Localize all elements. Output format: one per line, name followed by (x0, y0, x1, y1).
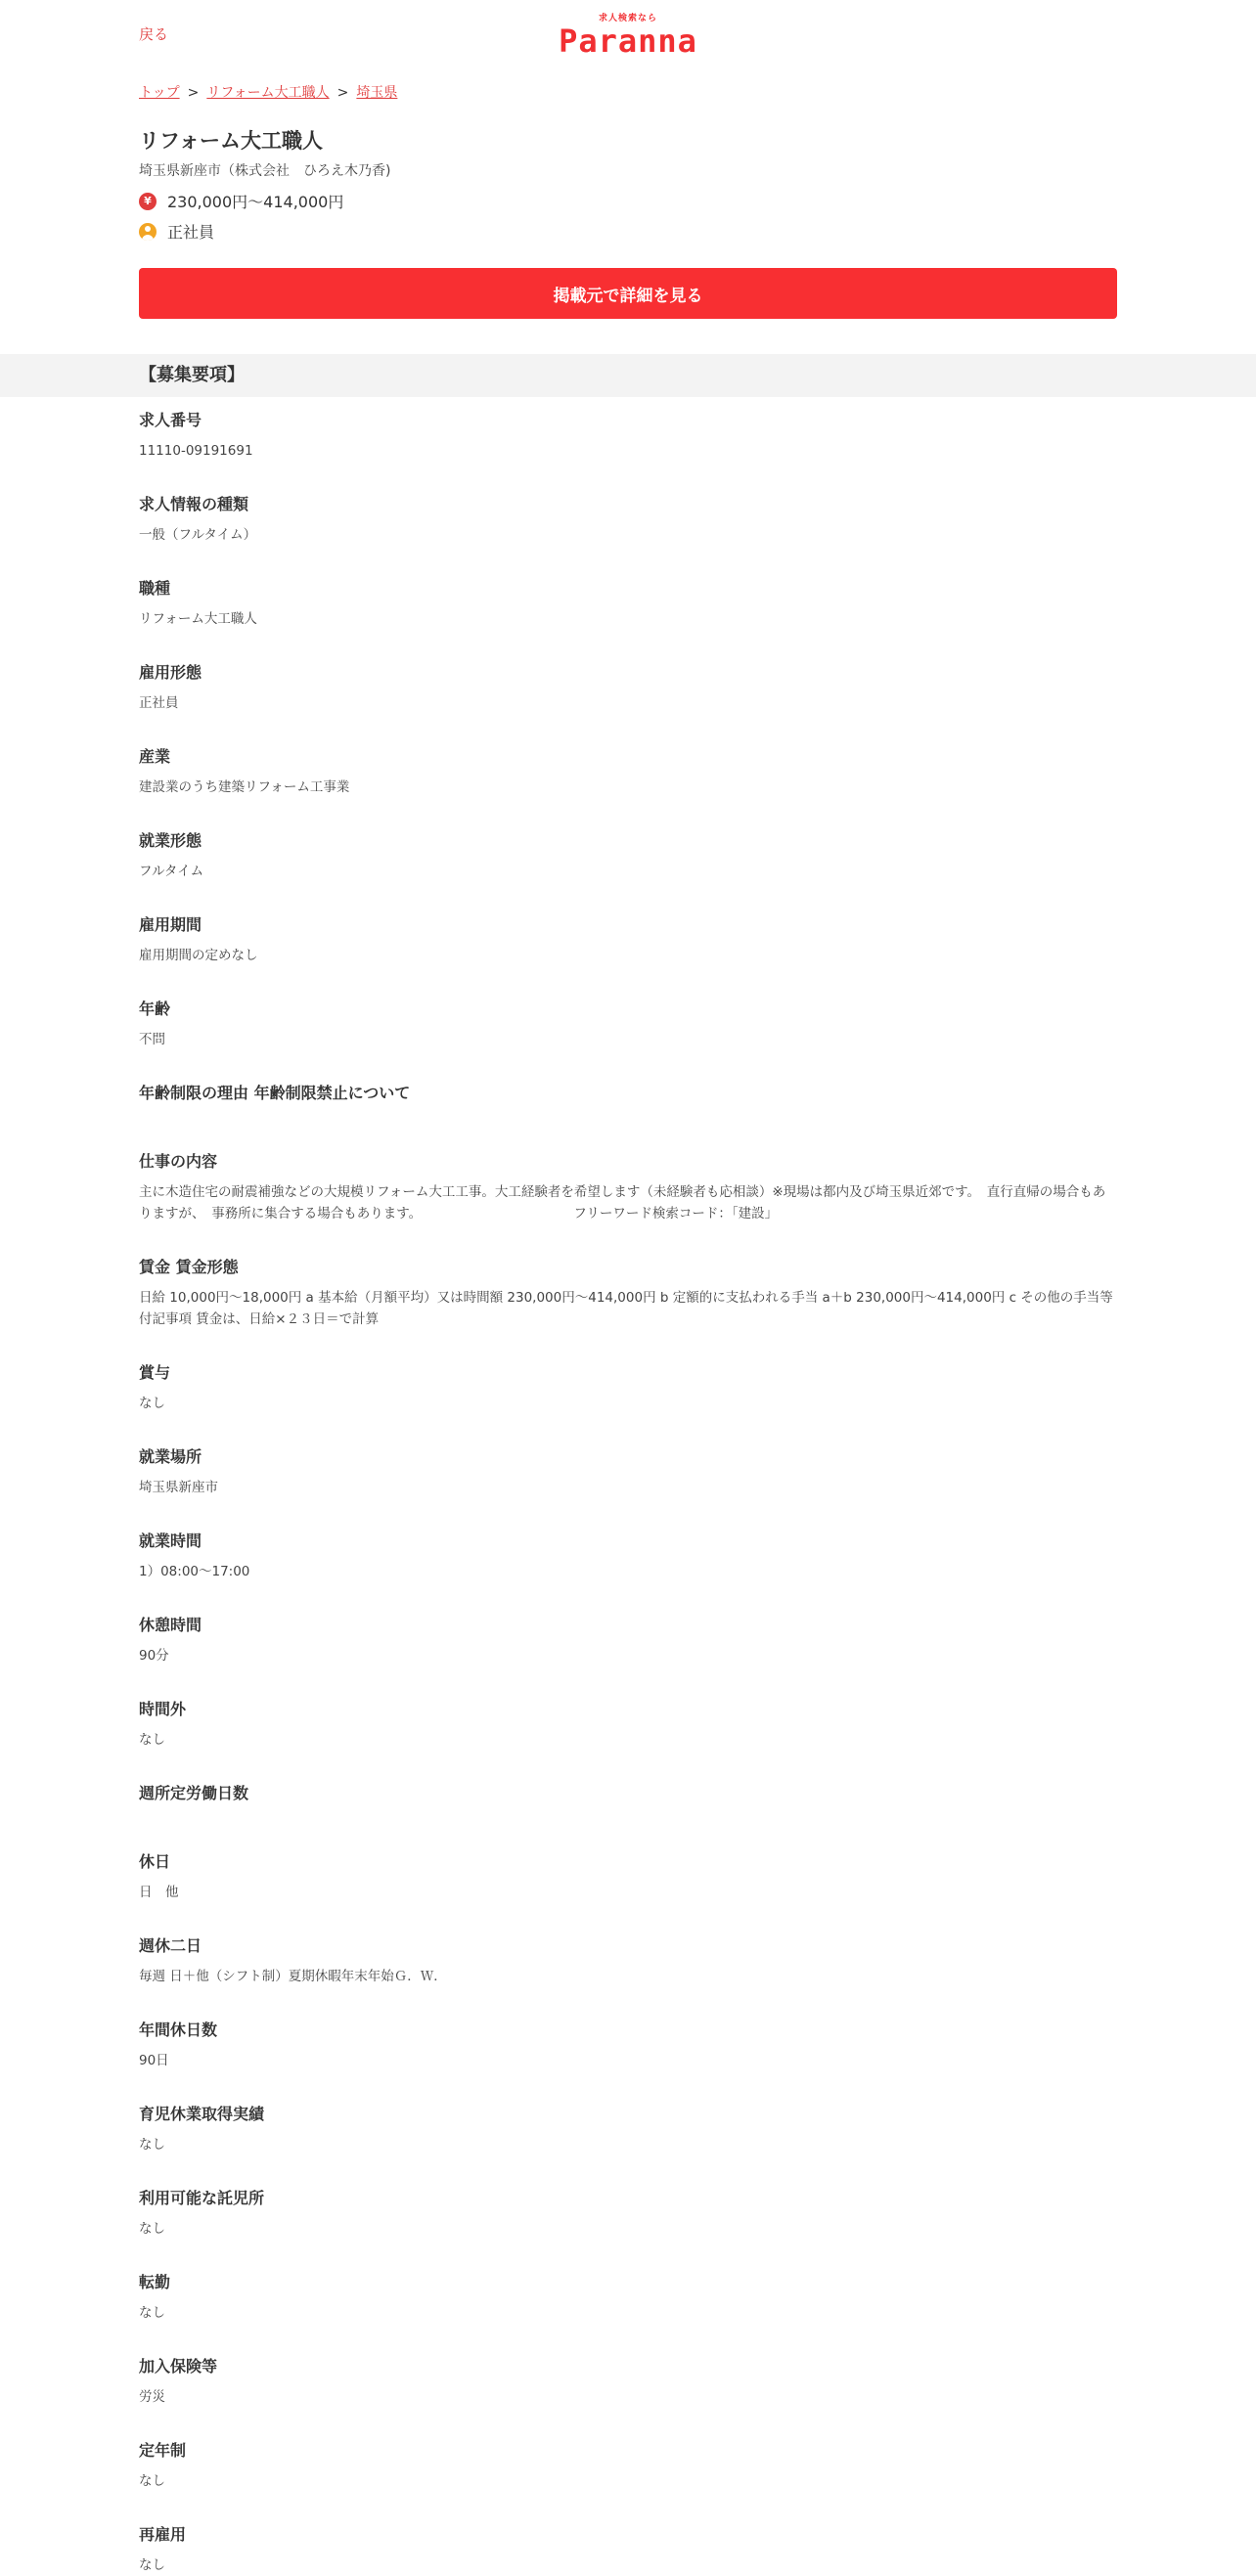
requirement-label: 育児休業取得実績 (139, 2105, 265, 2123)
requirement-value: 毎週 日＋他（シフト制）夏期休暇年末年始Ｇ．Ｗ． (139, 1969, 447, 1984)
requirement-value: なし (139, 2305, 165, 2321)
requirement-value (139, 1803, 1117, 1819)
requirement-item (139, 915, 1117, 966)
requirement-label: 仕事の内容 (139, 1152, 218, 1171)
job-title: リフォーム大工職人 (139, 129, 323, 153)
requirement-label: 求人情報の種類 (139, 495, 249, 513)
employment-row (139, 220, 1117, 243)
breadcrumb-prefecture[interactable]: 埼玉県 (356, 85, 398, 101)
salary-text: 230,000円～414,000円 (167, 193, 344, 211)
salary-row (139, 190, 1117, 212)
requirement-item (139, 2105, 1117, 2155)
requirement-label: 賞与 (139, 1363, 171, 1382)
requirement-item (139, 1084, 1117, 1119)
requirement-value: 主に木造住宅の耐震補強などの大規模リフォーム大工工事。大工経験者を希望します（未経験者も応相談）※現場は都内及び埼玉県近郊です。 直行直帰の場合もありますが、 事務所に集合する場合もあります。 フリーワード検索コード：「建設」 (139, 1184, 1106, 1221)
requirement-label: 週所定労働日数 (139, 1784, 249, 1802)
requirement-value: 日 他 (139, 1885, 179, 1900)
requirement-value (139, 1103, 1117, 1119)
logo-name: Paranna (559, 22, 697, 60)
section-title: 【募集要項】 (139, 365, 245, 385)
breadcrumb-separator: > (336, 85, 349, 101)
breadcrumb (139, 82, 1117, 102)
requirement-value: なし (139, 2557, 165, 2573)
requirement-item (139, 999, 1117, 1050)
requirement-label: 定年制 (139, 2441, 187, 2460)
requirement-value: 雇用期間の定めなし (139, 948, 258, 963)
requirement-label: 雇用形態 (139, 663, 202, 682)
breadcrumb-top[interactable]: トップ (139, 85, 180, 101)
requirement-item (139, 579, 1117, 630)
requirement-label: 再雇用 (139, 2525, 187, 2544)
back-link[interactable]: 戻る (139, 25, 169, 43)
requirement-item (139, 1700, 1117, 1751)
requirement-item (139, 1152, 1117, 1224)
requirement-label: 休憩時間 (139, 1616, 202, 1634)
logo-tagline: 求人検索なら (598, 14, 658, 23)
requirement-value: なし (139, 2137, 165, 2153)
requirement-label: 年齢 (139, 999, 171, 1018)
requirement-value: 正社員 (139, 695, 179, 711)
requirement-value: なし (139, 1396, 165, 1411)
requirement-label: 利用可能な託児所 (139, 2189, 265, 2207)
requirement-item (139, 2189, 1117, 2240)
requirement-label: 時間外 (139, 1700, 187, 1718)
section-band (0, 354, 1256, 397)
requirement-value: フルタイム (139, 864, 204, 879)
requirement-item (139, 495, 1117, 546)
requirement-label: 雇用期間 (139, 915, 202, 934)
requirement-item (139, 2441, 1117, 2492)
requirement-item (139, 2525, 1117, 2576)
requirement-label: 就業形態 (139, 831, 202, 850)
requirement-label: 年齢制限の理由 年齢制限禁止について (139, 1084, 411, 1102)
requirement-item (139, 831, 1117, 882)
page-container (139, 0, 1117, 319)
requirement-item (139, 2021, 1117, 2071)
requirement-item (139, 411, 1117, 462)
requirement-value: リフォーム大工職人 (139, 611, 257, 627)
requirement-item (139, 1784, 1117, 1819)
logo[interactable] (559, 14, 697, 59)
requirement-item (139, 663, 1117, 714)
requirement-item (139, 1447, 1117, 1498)
requirement-value: なし (139, 2221, 165, 2237)
requirement-value: 埼玉県新座市 (139, 1480, 218, 1495)
requirement-label: 就業時間 (139, 1532, 202, 1550)
requirement-label: 転勤 (139, 2273, 171, 2291)
requirement-label: 職種 (139, 579, 171, 598)
requirement-value: 不問 (139, 1032, 165, 1047)
yen-icon: ¥ (139, 193, 157, 210)
requirement-item (139, 1936, 1117, 1987)
requirement-value: 1）08:00～17:00 (139, 1564, 250, 1579)
view-details-button[interactable]: 掲載元で詳細を見る (139, 268, 1117, 319)
requirement-item (139, 2273, 1117, 2324)
requirement-label: 賃金 賃金形態 (139, 1258, 239, 1276)
requirement-value: 一般（フルタイム） (139, 527, 257, 543)
requirement-value: なし (139, 1732, 165, 1748)
requirement-item (139, 1363, 1117, 1414)
requirement-label: 加入保険等 (139, 2357, 218, 2376)
requirement-value: 日給 10,000円～18,000円 a 基本給（月額平均）又は時間額 230,000円～414,000円 b 定額的に支払われる手当 a＋b 230,000円～414,000円 c その他の手当等付記事項 賃金は、日給×２３日＝で計算 (139, 1290, 1113, 1327)
breadcrumb-separator: > (187, 85, 200, 101)
requirement-item (139, 1532, 1117, 1582)
company-location: 埼玉県新座市（株式会社 ひろえ木乃香) (139, 163, 391, 179)
requirement-value: 11110-09191691 (139, 443, 253, 459)
requirement-label: 産業 (139, 747, 171, 766)
employment-text: 正社員 (167, 223, 215, 242)
requirement-item (139, 747, 1117, 798)
header (139, 0, 1117, 63)
breadcrumb-job-category[interactable]: リフォーム大工職人 (206, 85, 330, 101)
requirement-label: 休日 (139, 1852, 171, 1871)
requirement-item (139, 1258, 1117, 1330)
requirement-value: 労災 (139, 2389, 165, 2405)
person-icon (139, 223, 157, 241)
requirement-label: 就業場所 (139, 1447, 202, 1466)
requirements-list (139, 397, 1117, 2576)
requirement-item (139, 1852, 1117, 1903)
requirement-label: 求人番号 (139, 411, 202, 429)
requirement-label: 週休二日 (139, 1936, 202, 1955)
requirement-value: なし (139, 2473, 165, 2489)
requirement-value: 90分 (139, 1648, 169, 1664)
requirement-item (139, 1616, 1117, 1666)
requirement-item (139, 2357, 1117, 2408)
requirement-value: 建設業のうち建築リフォーム工事業 (139, 779, 350, 795)
requirement-value: 90日 (139, 2053, 169, 2068)
requirement-label: 年間休日数 (139, 2021, 218, 2039)
